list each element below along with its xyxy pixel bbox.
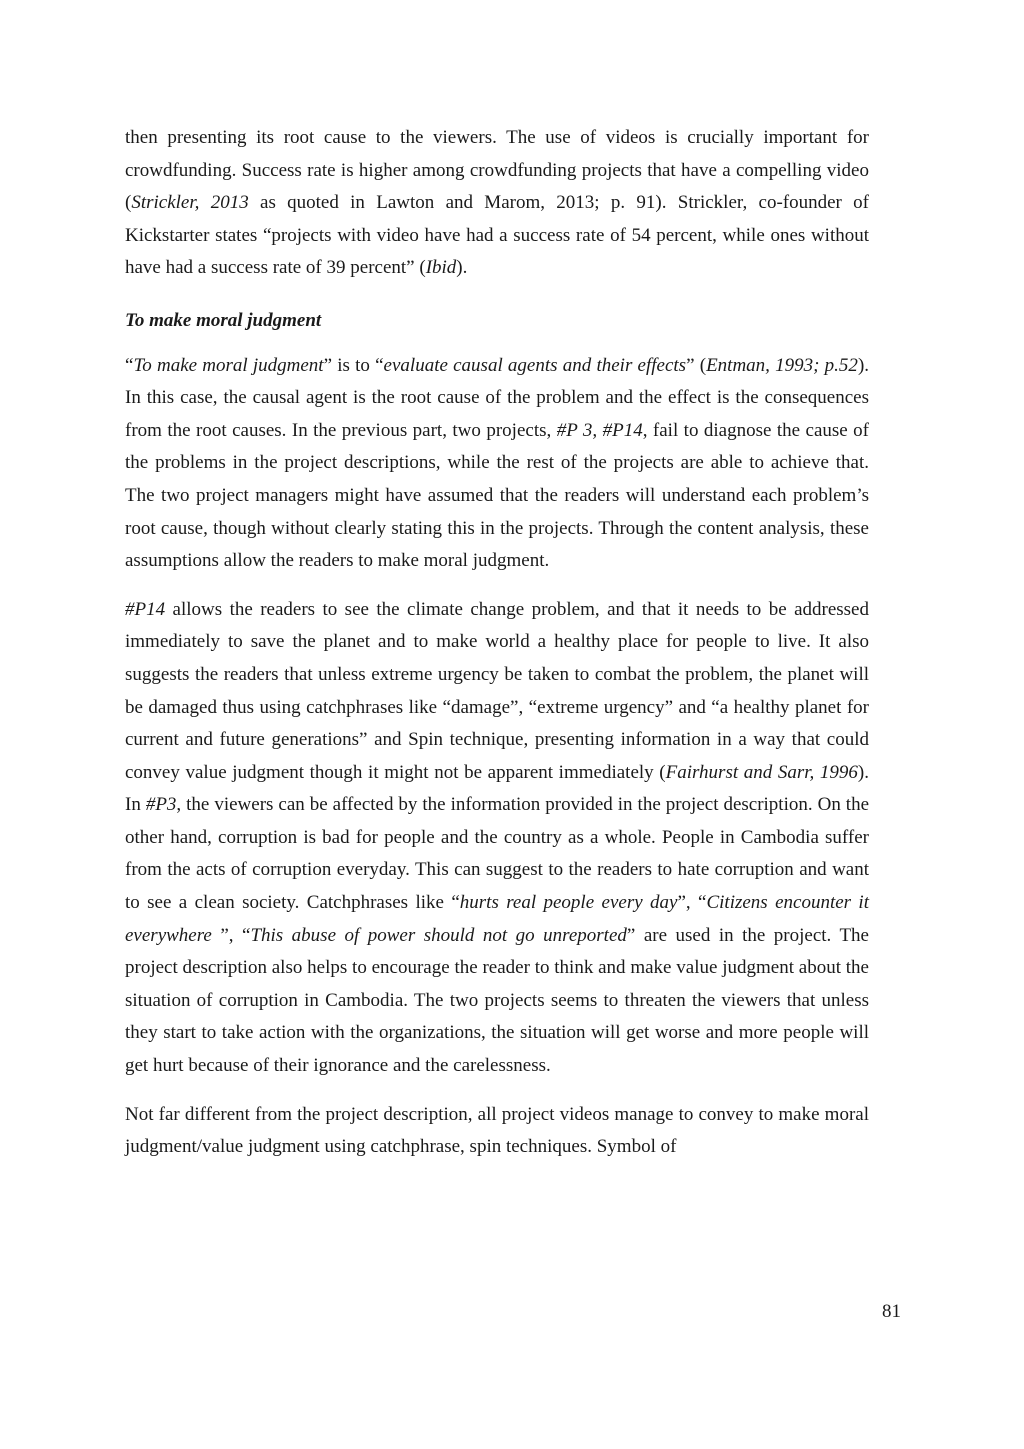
section-heading: To make moral judgment bbox=[125, 309, 322, 331]
paragraph-moral-judgment-definition: “To make moral judgment” is to “evaluate causal agents and their effects” (Entman, 1993; p.52). In this case, the causal agent is the root cause of the problem and the effect is the consequences from the root causes. In the previous part, two projects, #P 3, #P14, fail to diagnose the cause of the problems in the project descriptions, while the rest of the projects are able to achieve that. The two project managers might have assumed that the readers will understand each problem’s root cause, though without clearly stating this in the projects. Through the content analysis, these assumptions allow the readers to make moral judgment. bbox=[125, 354, 870, 572]
paragraph-video-importance: then presenting its root cause to the viewers. The use of videos is crucially important for crowdfunding. Success rate is higher among crowdfunding projects that have a compelling video (Strickler, 2013 as quoted in Lawton and Marom, 2013; p. 91). Strickler, co-founder of Kickstarter states “projects with video have had a success rate of 54 percent, while ones without have had a success rate of 39 percent” (Ibid). bbox=[125, 127, 869, 279]
paragraph-project-analysis: #P14 allows the readers to see the climate change problem, and that it needs to be addressed immediately to save the planet and to make world a healthy place for people to live. It also suggests the readers that unless extreme urgency be taken to combat the problem, the planet will be damaged thus using catchphrases like “damage”, “extreme urgency” and “a healthy planet for current and future generations” and Spin technique, presenting information in a way that could convey value judgment though it might not be apparent immediately (Fairhurst and Sarr, 1996). In #P3, the viewers can be affected by the information provided in the project description. On the other hand, corruption is bad for people and the country as a whole. People in Cambodia suffer from the acts of corruption everyday. This can suggest to the readers to hate corruption and want to see a clean society. Catchphrases like “hurts real people every day”, “Citizens encounter it everywhere ”, “This abuse of power should not go unreported” are used in the project. The project description also helps to encourage the reader to think and make value judgment about the situation of corruption in Cambodia. The two projects seems to threaten the viewers that unless they start to take action with the organizations, the situation will get worse and more people will get hurt because of their ignorance and the carelessness. bbox=[125, 598, 869, 1077]
page-body bbox=[125, 122, 869, 1164]
page-number: 81 bbox=[882, 1301, 901, 1322]
paragraph-project-videos: Not far different from the project description, all project videos manage to convey to make moral judgment/value judgment using catchphrase, spin techniques. Symbol of bbox=[125, 1103, 869, 1158]
